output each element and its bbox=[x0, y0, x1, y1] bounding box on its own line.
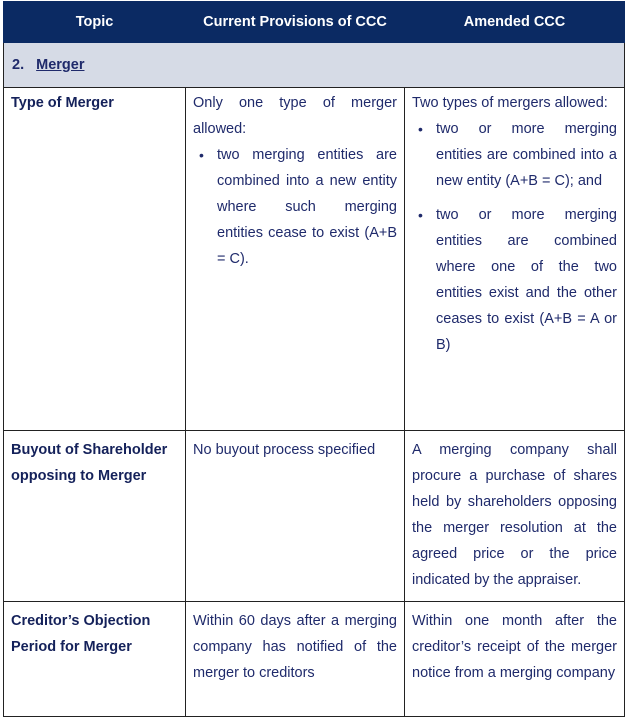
amended-bullet-list bbox=[412, 116, 617, 358]
section-number: 2. bbox=[12, 57, 25, 73]
table-row bbox=[4, 602, 625, 717]
bullet-item bbox=[412, 116, 617, 194]
current-cell: Within 60 days after a merging company has notified of the merger to creditors bbox=[186, 602, 405, 717]
topic-cell: Buyout of Shareholder opposing to Merger bbox=[4, 431, 186, 602]
amended-cell: A merging company shall procure a purchase of shares held by shareholders opposing the merger resolution at the agreed price or the price indicated by the appraiser. bbox=[405, 431, 625, 602]
header-amended: Amended CCC bbox=[405, 2, 625, 43]
current-cell: No buyout process specified bbox=[186, 431, 405, 602]
section-title: Merger bbox=[36, 57, 85, 73]
topic-cell: Type of Merger bbox=[4, 88, 186, 431]
amended-intro: Two types of mergers allowed: bbox=[412, 95, 608, 111]
header-row bbox=[4, 2, 625, 43]
table-row bbox=[4, 88, 625, 431]
bullet-icon: • bbox=[199, 147, 204, 163]
bullet-text: two or more merging entities are combined into a new entity (A+B = C); and bbox=[436, 121, 617, 189]
bullet-icon: • bbox=[418, 121, 423, 137]
bullet-item bbox=[193, 142, 397, 272]
bullet-text: two merging entities are combined into a new entity where such merging entities cease to exist (A+B = C). bbox=[217, 147, 397, 267]
current-bullet-list bbox=[193, 142, 397, 272]
header-current-provisions: Current Provisions of CCC bbox=[186, 2, 405, 43]
bullet-text: two or more merging entities are combined where one of the two entities exist and the other ceases to exist (A+B = A or B) bbox=[436, 207, 617, 353]
topic-cell: Creditor’s Objection Period for Merger bbox=[4, 602, 186, 717]
section-heading bbox=[4, 43, 625, 88]
current-intro: Only one type of merger allowed: bbox=[193, 95, 397, 137]
bullet-icon: • bbox=[418, 207, 423, 223]
section-row bbox=[4, 43, 625, 88]
amended-cell bbox=[405, 88, 625, 431]
header-topic: Topic bbox=[4, 2, 186, 43]
comparison-table-container bbox=[3, 1, 624, 717]
current-cell bbox=[186, 88, 405, 431]
table-row bbox=[4, 431, 625, 602]
amended-cell: Within one month after the creditor’s receipt of the merger notice from a merging company bbox=[405, 602, 625, 717]
bullet-item bbox=[412, 202, 617, 358]
comparison-table bbox=[3, 1, 625, 717]
